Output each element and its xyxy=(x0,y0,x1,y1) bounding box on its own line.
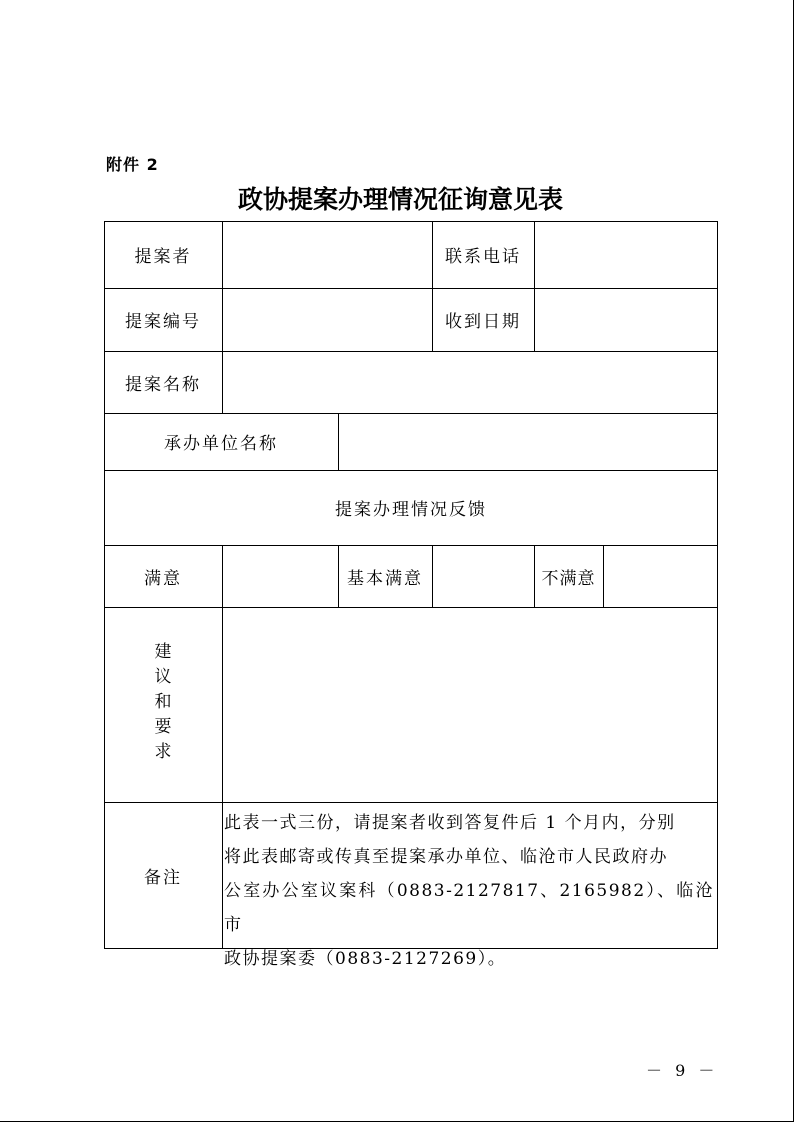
attachment-label: 附件 2 xyxy=(106,155,159,174)
feedback-header: 提案办理情况反馈 xyxy=(335,500,487,520)
suggestions-char: 建 xyxy=(154,642,172,662)
remarks-text xyxy=(224,806,714,976)
proposal-number-field[interactable] xyxy=(223,289,432,351)
page-number: － 9 － xyxy=(646,1061,719,1080)
handling-unit-label: 承办单位名称 xyxy=(164,434,278,454)
handling-unit-field[interactable] xyxy=(339,414,717,470)
suggestions-field[interactable] xyxy=(223,608,717,802)
satisfied-label: 满意 xyxy=(144,568,182,589)
suggestions-char: 求 xyxy=(154,742,172,762)
remarks-line: 此表一式三份，请提案者收到答复件后 1 个月内，分别 xyxy=(224,813,676,833)
phone-label: 联系电话 xyxy=(445,247,521,267)
suggestions-label xyxy=(104,640,222,765)
basically-satisfied-field[interactable] xyxy=(433,546,534,607)
suggestions-char: 要 xyxy=(154,717,172,737)
satisfied-field[interactable] xyxy=(223,546,338,607)
basically-satisfied-label: 基本满意 xyxy=(347,568,423,589)
proposal-name-field[interactable] xyxy=(223,352,717,413)
form-title: 政协提案办理情况征询意见表 xyxy=(237,185,563,214)
remarks-line: 政协提案委（0883-2127269）。 xyxy=(224,949,507,969)
unsatisfied-field[interactable] xyxy=(604,546,717,607)
suggestions-char: 和 xyxy=(154,692,172,712)
received-date-label: 收到日期 xyxy=(445,312,521,332)
proposal-name-label: 提案名称 xyxy=(125,374,201,395)
unsatisfied-label: 不满意 xyxy=(541,568,596,589)
proposer-field[interactable] xyxy=(223,222,432,288)
phone-field[interactable] xyxy=(535,222,717,288)
remarks-line: 公室办公室议案科（0883-2127817、2165982）、临沧市 xyxy=(224,881,714,935)
proposer-label: 提案者 xyxy=(134,247,192,267)
proposal-number-label: 提案编号 xyxy=(125,312,201,332)
remarks-line: 将此表邮寄或传真至提案承办单位、临沧市人民政府办 xyxy=(224,847,668,867)
received-date-field[interactable] xyxy=(535,289,717,351)
suggestions-char: 议 xyxy=(154,667,172,687)
table-border-right xyxy=(717,221,718,949)
remarks-label: 备注 xyxy=(144,867,182,888)
